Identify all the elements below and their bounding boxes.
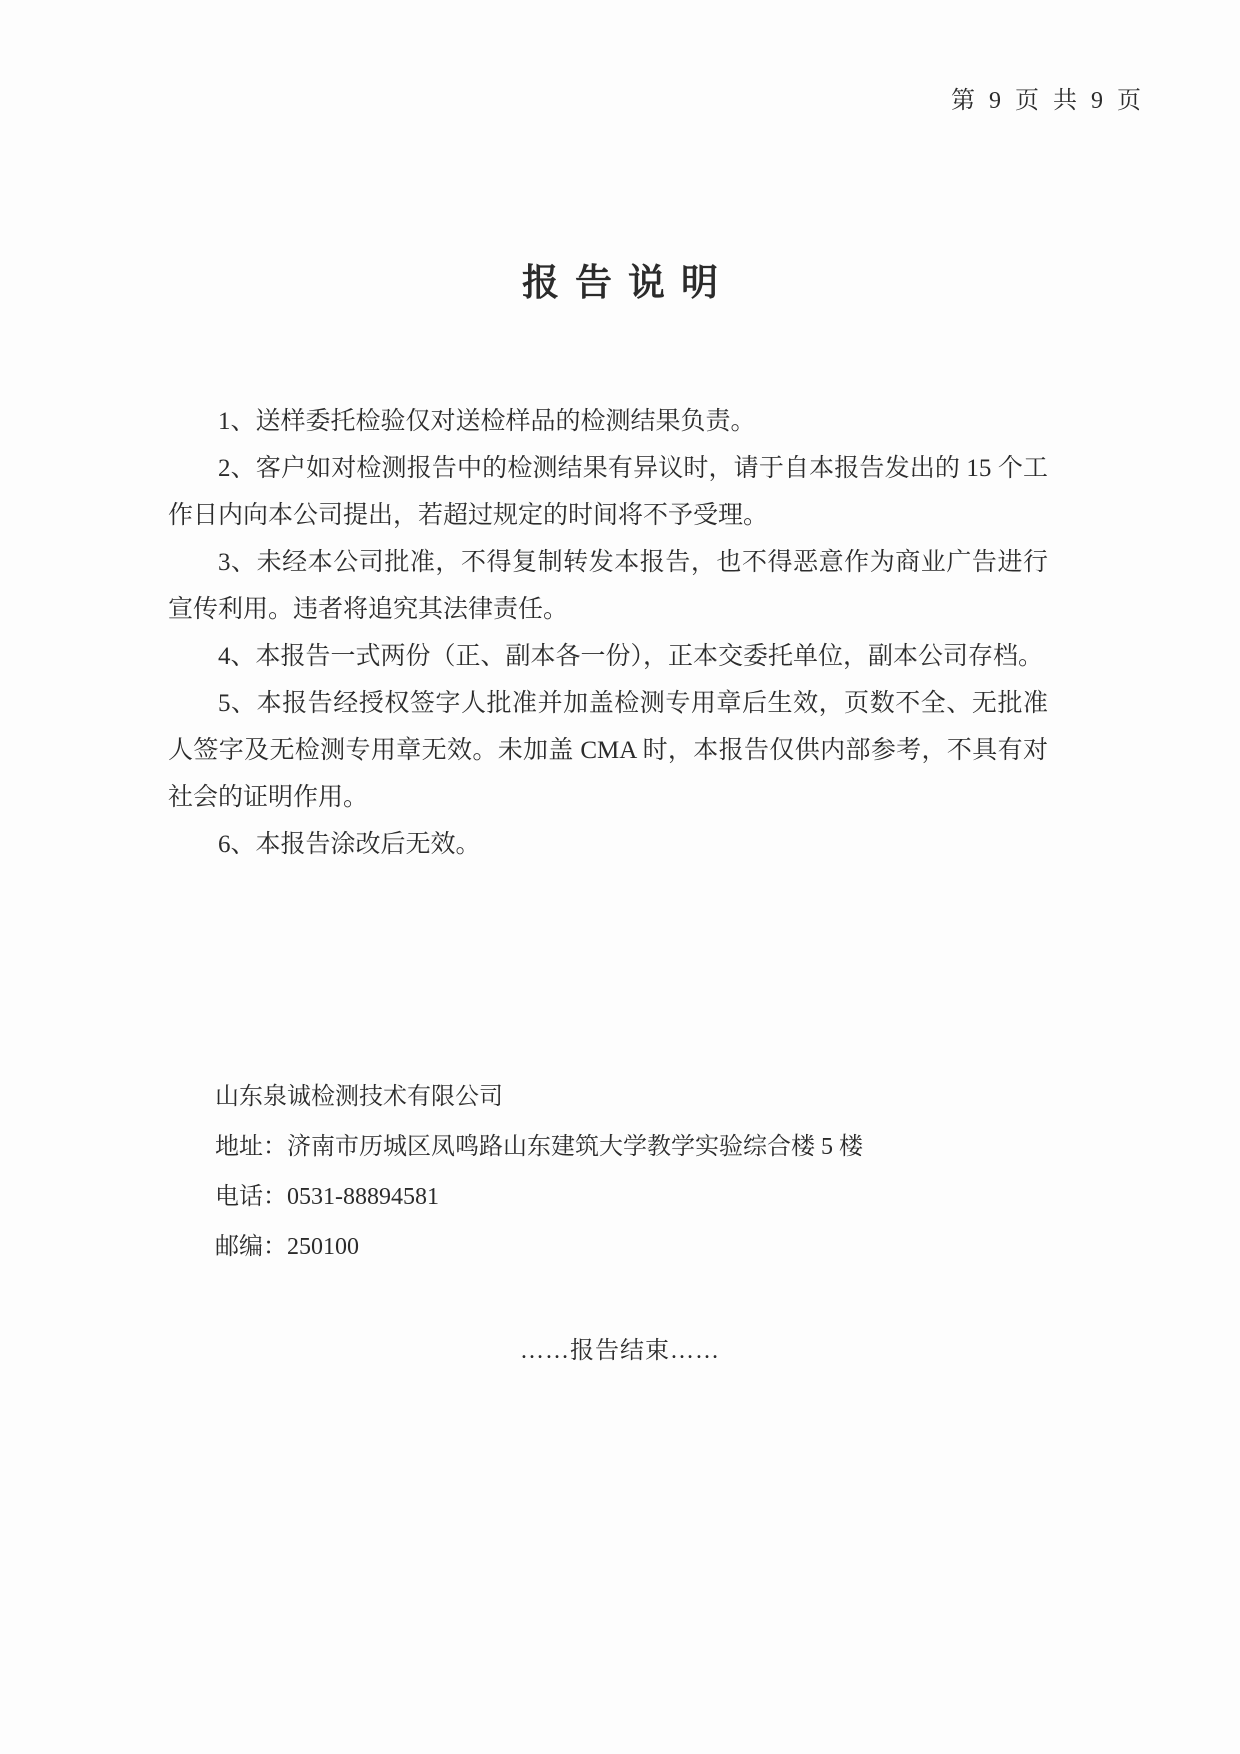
note-item-5: 5、本报告经授权签字人批准并加盖检测专用章后生效，页数不全、无批准人签字及无检测专用章无效。未加盖 CMA 时，本报告仅供内部参考，不具有对社会的证明作用。 bbox=[168, 690, 1048, 811]
company-address: 地址：济南市历城区凤鸣路山东建筑大学教学实验综合楼 5 楼 bbox=[215, 1134, 863, 1160]
company-phone: 电话：0531-88894581 bbox=[215, 1184, 439, 1210]
note-item-6: 6、本报告涂改后无效。 bbox=[218, 831, 481, 858]
company-name: 山东泉诚检测技术有限公司 bbox=[215, 1084, 503, 1110]
note-item-1: 1、送样委托检验仅对送检样品的检测结果负责。 bbox=[218, 408, 756, 435]
report-end-marker: ……报告结束…… bbox=[520, 1338, 720, 1364]
page-number: 第 9 页 共 9 页 bbox=[951, 88, 1145, 114]
report-notes-list bbox=[168, 398, 1048, 868]
page-title: 报告说明 bbox=[522, 263, 734, 304]
note-item-2: 2、客户如对检测报告中的检测结果有异议时，请于自本报告发出的 15 个工作日内向本公司提出，若超过规定的时间将不予受理。 bbox=[168, 455, 1048, 529]
note-item-4: 4、本报告一式两份（正、副本各一份），正本交委托单位，副本公司存档。 bbox=[218, 643, 1044, 670]
note-item-3: 3、未经本公司批准，不得复制转发本报告，也不得恶意作为商业广告进行宣传利用。违者将追究其法律责任。 bbox=[168, 549, 1048, 623]
company-info-block bbox=[215, 1072, 863, 1272]
company-postal-code: 邮编：250100 bbox=[215, 1234, 359, 1260]
